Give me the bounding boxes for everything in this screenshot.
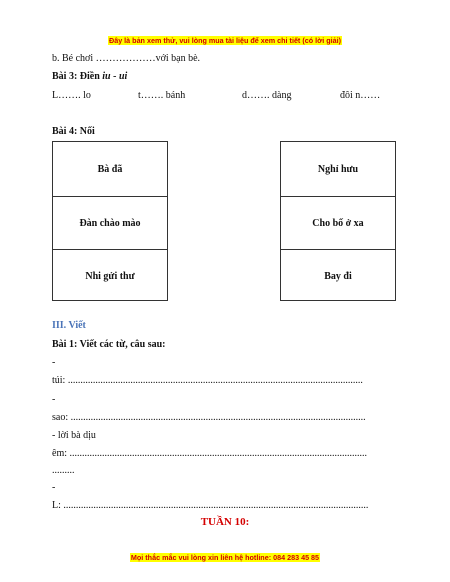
match-right-item-2[interactable]: Cho bố ở xa — [281, 196, 395, 249]
dots-line: ......... — [52, 465, 75, 476]
write-line-L: L: .......................................................................................................................... — [52, 500, 369, 511]
bai4-heading: Bài 4: Nối — [52, 126, 95, 137]
dash-line-1: - — [52, 357, 56, 368]
preview-banner — [0, 30, 450, 48]
match-left-item-1[interactable]: Bà đã — [97, 163, 123, 175]
write-line-sao: sao: ...................................................................................................................... — [52, 412, 366, 423]
bai3-heading-text: Bài 3: Điền — [52, 71, 103, 82]
bai3-heading-italic: iu - ui — [102, 71, 128, 82]
week-heading: TUẦN 10: — [200, 516, 250, 528]
fill-item-2: t……. bánh — [138, 90, 186, 101]
fill-item-1: L……. lo — [52, 90, 91, 101]
fill-item-4: đôi n…… — [340, 90, 381, 101]
footer-hotline-text: Mọi thắc mắc vui lòng xin liên hệ hotline: 084 283 45 85 — [130, 553, 320, 562]
match-left-item-3[interactable]: Nhi gửi thư — [53, 249, 167, 302]
dash-line-3: - — [52, 482, 56, 493]
write-line-em: êm: ....................................................................................................................... — [52, 448, 367, 459]
section-3-heading: III. Viết — [52, 320, 86, 331]
match-left-item-2[interactable]: Đàn chào mào — [53, 196, 167, 249]
footer-hotline — [0, 547, 450, 565]
dash-line-2: - — [52, 394, 56, 405]
bai3-heading — [52, 71, 127, 82]
match-right-column — [280, 141, 396, 301]
fill-item-3: d……. dàng — [242, 90, 292, 101]
bai1-heading: Bài 1: Viết các từ, câu sau: — [52, 339, 166, 350]
write-line-tui: túi: ...................................................................................................................... — [52, 375, 363, 386]
write-line-loi: - lời bà dịu — [52, 430, 96, 441]
exercise-b-sentence: b. Bé chơi ………………với bạn bè. — [52, 53, 201, 64]
match-right-item-1[interactable]: Nghỉ hưu — [317, 163, 359, 175]
match-left-column — [52, 141, 168, 301]
match-right-item-3[interactable]: Bay đi — [281, 249, 395, 302]
preview-banner-text: Đây là bản xem thử, vui lòng mua tài liệu để xem chi tiết (có lời giải) — [109, 36, 341, 45]
